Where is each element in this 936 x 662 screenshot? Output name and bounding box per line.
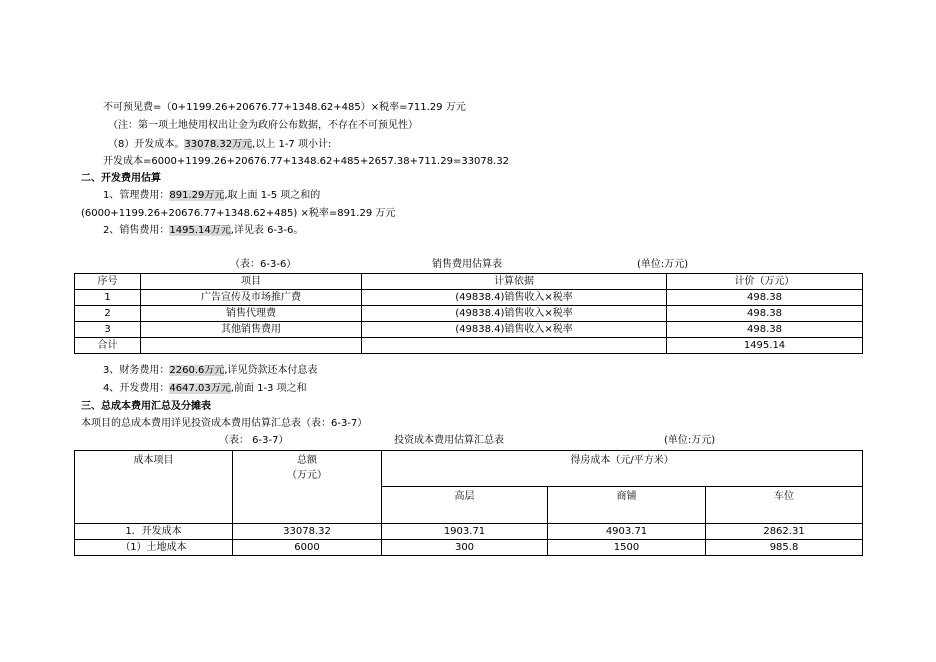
table-cell: 2 [75,306,141,322]
table-cell: 4903.71 [548,524,706,540]
sales-cost-label: 2、销售费用： [103,225,170,236]
table-total-row [75,338,863,354]
finance-cost-note: ,详见贷款还本付息表 [224,365,318,376]
table-cell: 498.38 [667,322,863,338]
table-cell: 985.8 [706,540,863,556]
header-cell: 项目 [141,274,362,290]
sales-cost-note: ,详见表 6-3-6。 [230,225,304,236]
table-cell: 1 [75,290,141,306]
table-row [75,306,863,322]
table1-label: （表：6-3-6） [230,259,297,270]
sales-cost-table [74,273,863,354]
text-line-5 [103,189,320,202]
mgmt-cost-unit: 万元 [204,190,225,201]
text-line-2: （注：第一项土地使用权出让金为政府公布数据，不存在不可预见性） [108,120,418,131]
dev-fee-note: ,前面 1-3 项之和 [230,383,307,394]
table2-label: （表： 6-3-7） [219,435,289,446]
table-cell: 其他销售费用 [141,322,362,338]
section-heading-2: 二、开发费用估算 [81,173,161,184]
table-cell: 1903.71 [382,524,548,540]
dev-fee-label: 4、开发费用： [103,383,170,394]
table-cell: 销售代理费 [141,306,362,322]
table-header-row [75,451,863,487]
text-line-1: 不可预见费=（0+1199.26+20676.77+1348.62+485）×税率=711.29 万元 [103,102,466,113]
header-total-label: 总额 [297,455,317,466]
header-total-unit: （万元） [287,470,327,481]
total-label: 合计 [75,338,141,354]
text-line-3 [108,138,331,151]
table-row [75,524,863,540]
table1-unit: (单位:万元) [637,259,689,270]
text-line-7 [103,224,303,237]
table-row [75,322,863,338]
table-row [75,540,863,556]
mgmt-cost-value: 891.29 [169,190,205,201]
table-cell: 498.38 [667,306,863,322]
table-cell: 1．开发成本 [75,524,233,540]
dev-cost-value: 33078.32 [184,139,233,150]
dev-cost-unit: 万元 [232,139,253,150]
header-high-rise: 高层 [382,487,548,524]
table-cell: 3 [75,322,141,338]
finance-cost-value: 2260.6 [169,365,205,376]
table-cell: 498.38 [667,290,863,306]
table-header-row [75,274,863,290]
header-cost-item: 成本项目 [75,451,233,524]
table-cell: 300 [382,540,548,556]
finance-cost-label: 3、财务费用： [103,365,170,376]
text-line-8 [103,364,318,377]
mgmt-cost-label: 1、管理费用： [103,190,170,201]
section-heading-3: 三、总成本费用汇总及分摊表 [81,401,211,412]
header-total [233,451,382,524]
text-line-6: (6000+1199.26+20676.77+1348.62+485) ×税率=891.29 万元 [81,208,396,219]
dev-cost-label: （8）开发成本。 [108,139,185,150]
table2-title: 投资成本费用估算汇总表 [394,435,504,446]
table-cell: （1）土地成本 [75,540,233,556]
header-cell: 计算依据 [362,274,667,290]
total-value: 1495.14 [667,338,863,354]
dev-cost-note: ,以上 1-7 项小计: [252,139,332,150]
table-cell: 2862.31 [706,524,863,540]
table-cell: 1500 [548,540,706,556]
dev-fee-unit: 万元 [210,383,231,394]
text-line-10: 本项目的总成本费用详见投资成本费用估算汇总表（表：6-3-7） [81,418,368,429]
table-row [75,290,863,306]
table-cell [141,338,362,354]
table-cell: 广告宣传及市场推广费 [141,290,362,306]
table-cell: 6000 [233,540,382,556]
text-line-9 [103,382,307,395]
header-cell: 序号 [75,274,141,290]
dev-fee-value: 4647.03 [169,383,211,394]
sales-cost-value: 1495.14 [169,225,211,236]
sales-cost-unit: 万元 [210,225,231,236]
table-cell: (49838.4)销售收入×税率 [362,322,667,338]
investment-cost-table [74,450,863,556]
table-cell: (49838.4)销售收入×税率 [362,306,667,322]
finance-cost-unit: 万元 [204,365,225,376]
header-cell: 计价（万元） [667,274,863,290]
header-parking: 车位 [706,487,863,524]
mgmt-cost-note: ,取上面 1-5 项之和的 [224,190,321,201]
header-shop: 商铺 [548,487,706,524]
table-cell [362,338,667,354]
header-unit-cost: 得房成本（元/平方米） [382,451,863,487]
table-cell: (49838.4)销售收入×税率 [362,290,667,306]
text-line-4: 开发成本=6000+1199.26+20676.77+1348.62+485+2657.38+711.29=33078.32 [103,156,510,167]
table2-unit: (单位:万元) [664,435,716,446]
table-cell: 33078.32 [233,524,382,540]
table1-title: 销售费用估算表 [432,259,502,270]
